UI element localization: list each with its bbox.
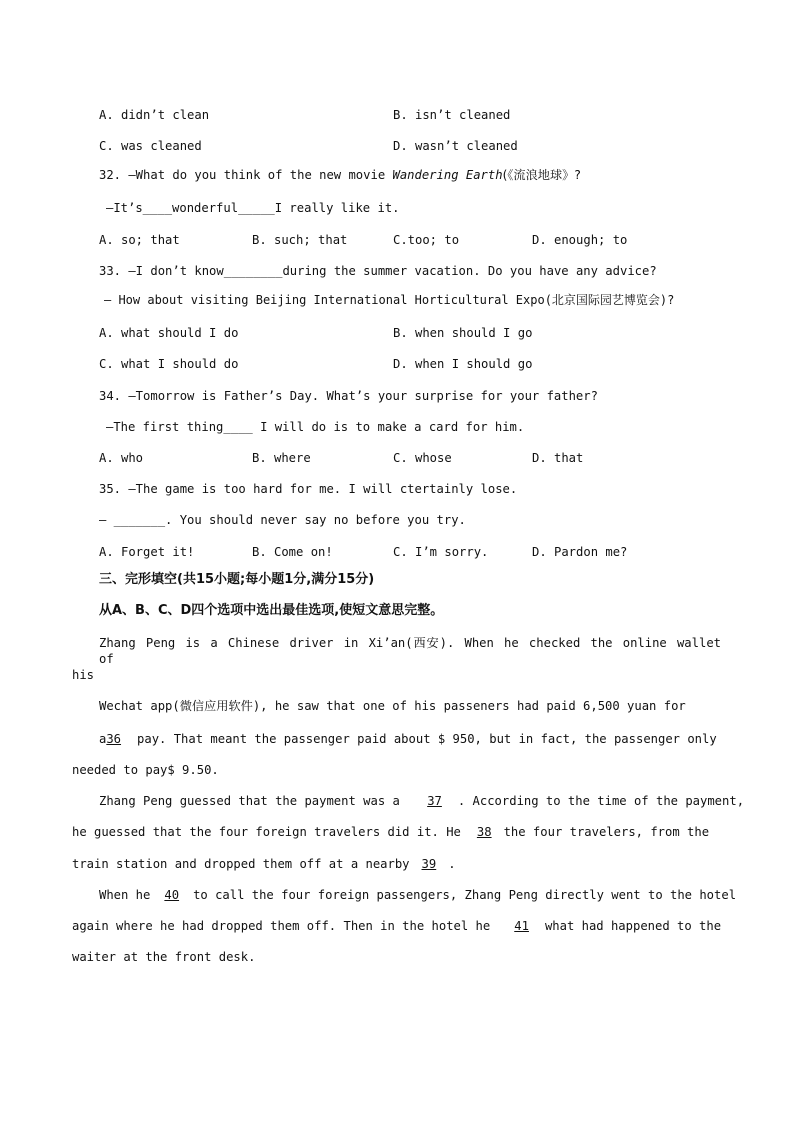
blank-36: 36 xyxy=(106,732,122,746)
q32-option-b: B. such; that xyxy=(252,233,348,247)
q32-prompt-pre: 32. —What do you think of the new movie xyxy=(99,168,393,182)
passage-line-9 xyxy=(99,887,736,903)
section-instruction: 从A、B、C、D四个选项中选出最佳选项,使短文意思完整。 xyxy=(99,603,444,618)
passage-line-3: Wechat app(微信应用软件), he saw that one of his passeners had paid 6,500 yuan for xyxy=(99,699,686,713)
q33-option-b: B. when should I go xyxy=(393,326,533,340)
passage-line-4 xyxy=(99,731,717,747)
passage-line-9-post: to call the four foreign passengers, Zhang Peng directly went to the hotel xyxy=(193,888,737,902)
q31-option-c: C. was cleaned xyxy=(99,139,202,153)
passage-line-9-pre: When he xyxy=(99,888,151,902)
q34-line2: —The first thing____ I will do is to make a card for him. xyxy=(106,420,525,434)
q31-option-a: A. didn’t clean xyxy=(99,108,210,122)
passage-line-6-pre: Zhang Peng guessed that the payment was a xyxy=(99,794,408,808)
q32-answer-line: —It’s____wonderful_____I really like it. xyxy=(106,201,400,215)
q34-line1: 34. —Tomorrow is Father’s Day. What’s your surprise for your father? xyxy=(99,389,598,403)
passage-line-7-post: the four travelers, from the xyxy=(503,825,710,839)
passage-line-8-post: . xyxy=(448,857,456,871)
q31-option-b: B. isn’t cleaned xyxy=(393,108,511,122)
q35-option-a: A. Forget it! xyxy=(99,545,195,559)
q33-option-c: C. what I should do xyxy=(99,357,239,371)
passage-line-6 xyxy=(99,793,744,809)
q35-line2: — _______. You should never say no before you try. xyxy=(99,513,466,527)
passage-line-8-pre: train station and dropped them off at a nearby xyxy=(72,857,410,871)
blank-38: 38 xyxy=(476,825,492,839)
passage-line-5: needed to pay$ 9.50. xyxy=(72,763,219,777)
passage-line-10 xyxy=(72,918,721,934)
q33-option-d: D. when I should go xyxy=(393,357,533,371)
q33-option-a: A. what should I do xyxy=(99,326,239,340)
blank-39: 39 xyxy=(421,857,437,871)
passage-line-1: Zhang Peng is a Chinese driver in Xi’an(西安). When he checked the online wallet of xyxy=(99,636,721,666)
q35-option-c: C. I’m sorry. xyxy=(393,545,489,559)
q33-line1 xyxy=(99,263,657,279)
q35-option-b: B. Come on! xyxy=(252,545,333,559)
q33-line1-blank: ___ xyxy=(223,264,246,278)
passage-line-4-post: pay. That meant the passenger paid about $ 950, but in fact, the passenger only xyxy=(137,732,717,746)
blank-40: 40 xyxy=(164,888,180,902)
q35-option-d: D. Pardon me? xyxy=(532,545,628,559)
section-title: 三、完形填空(共15小题;每小题1分,满分15分) xyxy=(99,572,375,587)
passage-line-7-pre: he guessed that the four foreign travelers did it. He xyxy=(72,825,461,839)
passage-line-10-post: what had happened to the xyxy=(544,919,722,933)
q35-line1: 35. —The game is too hard for me. I will ctertainly lose. xyxy=(99,482,518,496)
passage-line-11: waiter at the front desk. xyxy=(72,950,256,964)
blank-41: 41 xyxy=(514,919,529,933)
q33-line2: — How about visiting Beijing International Horticultural Expo(北京国际园艺博览会)? xyxy=(104,293,675,307)
q34-option-b: B. where xyxy=(252,451,311,465)
q32-movie-title: Wandering Earth xyxy=(392,168,503,182)
q34-option-d: D. that xyxy=(532,451,584,465)
q31-option-d: D. wasn’t cleaned xyxy=(393,139,518,153)
q32-prompt xyxy=(99,167,581,183)
q32-prompt-post: (《流浪地球》? xyxy=(502,168,581,182)
passage-line-2: his xyxy=(72,668,95,682)
blank-37: 37 xyxy=(427,794,442,808)
q33-line1-pre: 33. —I don’t know xyxy=(99,264,224,278)
q34-option-c: C. whose xyxy=(393,451,452,465)
passage-line-10-pre: again where he had dropped them off. Then in the hotel he xyxy=(72,919,491,933)
q34-option-a: A. who xyxy=(99,451,144,465)
q33-line1-post: _____during the summer vacation. Do you have any advice? xyxy=(245,264,657,278)
passage-line-6-post: . According to the time of the payment, xyxy=(457,794,745,808)
q32-option-a: A. so; that xyxy=(99,233,180,247)
passage-line-8 xyxy=(72,856,456,872)
passage-line-4-pre: a xyxy=(99,732,107,746)
passage-line-7 xyxy=(72,824,709,840)
q32-option-d: D. enough; to xyxy=(532,233,628,247)
q32-option-c: C.too; to xyxy=(393,233,460,247)
